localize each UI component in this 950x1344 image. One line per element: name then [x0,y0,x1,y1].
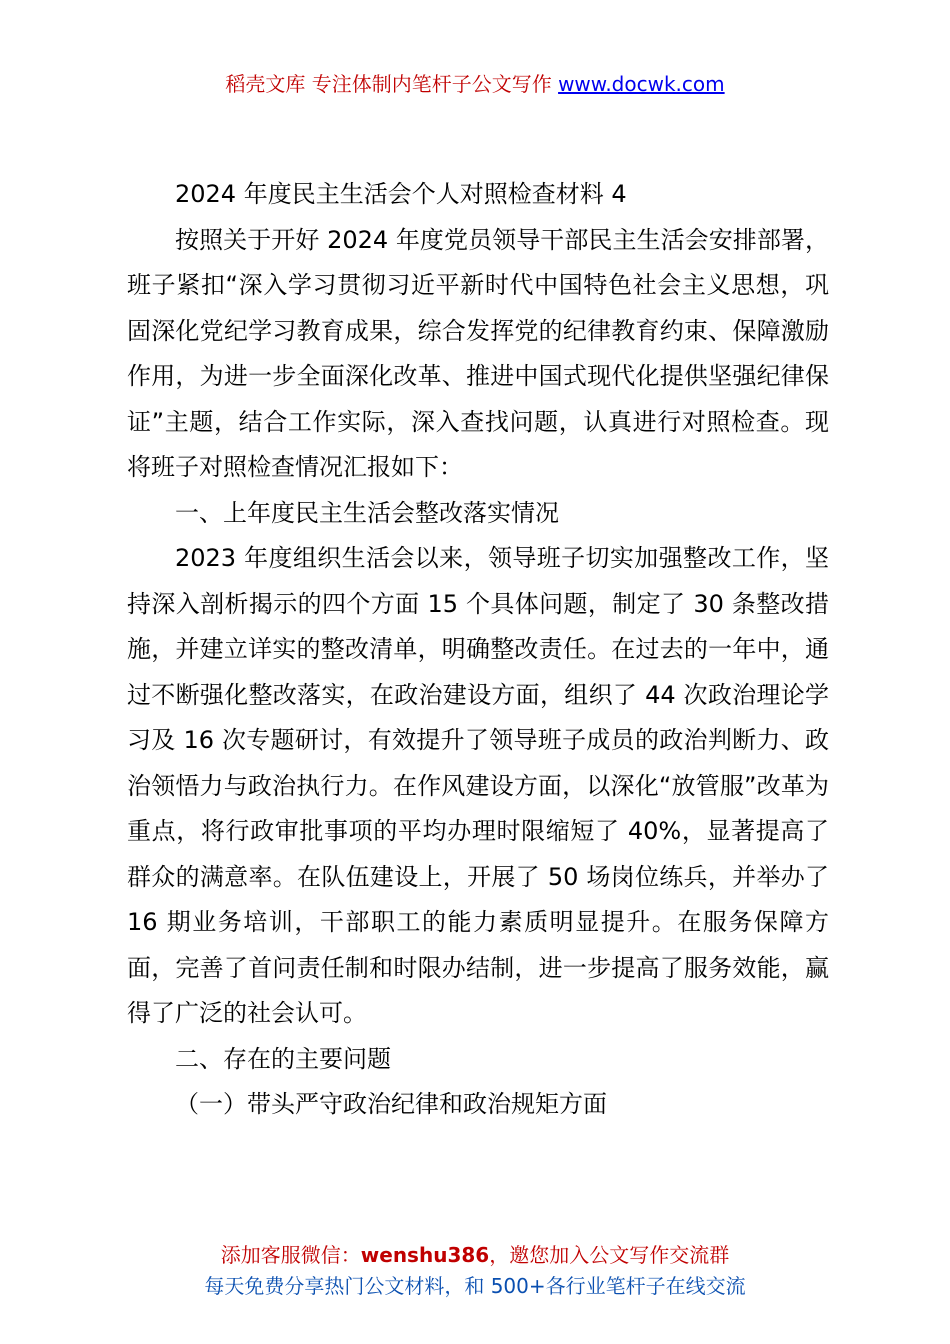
intro-paragraph: 按照关于开好 2024 年度党员领导干部民主生活会安排部署，班子紧扣“深入学习贯彻习近平新时代中国特色社会主义思想，巩固深化党纪学习教育成果，综合发挥党的纪律教育约束、保障激励作用，为进一步全面深化改革、推进中国式现代化提供坚强纪律保证”主题，结合工作实际，深入查找问题，认真进行对照检查。现将班子对照检查情况汇报如下： [127,225,829,481]
section-1-paragraph: 2023 年度组织生活会以来，领导班子切实加强整改工作，坚持深入剖析揭示的四个方面 15 个具体问题，制定了 30 条整改措施，并建立详实的整改清单，明确整改责任。在过去的一年中，通过不断强化整改落实，在政治建设方面，组织了 44 次政治理论学习及 16 次专题研讨，有效提升了领导班子成员的政治判断力、政治领悟力与政治执行力。在作风建设方面，以深化“放管服”改革为重点，将行政审批事项的平均办理时限缩短了 40%，显著提高了群众的满意率。在队伍建设上，开展了 50 场岗位练兵，并举办了 16 期业务培训，干部职工的能力素质明显提升。在服务保障方面，完善了首问责任制和时限办结制，进一步提高了服务效能，赢得了广泛的社会认可。 [127,544,829,1027]
document-title: 2024 年度民主生活会个人对照检查材料 4 [175,180,627,208]
subsection-1-heading: （一）带头严守政治纪律和政治规矩方面 [175,1090,607,1118]
footer-promo-line: 每天免费分享热门公文材料，和 500+各行业笔杆子在线交流 [204,1274,746,1298]
document-body [127,172,829,1128]
footer-suffix: ，邀您加入公文写作交流群 [489,1243,730,1267]
section-2-heading: 二、存在的主要问题 [175,1044,391,1073]
header-url-link[interactable]: www.docwk.com [558,72,725,96]
footer-contact-line [0,1241,950,1269]
section-1-heading: 一、上年度民主生活会整改落实情况 [175,498,559,527]
footer-wechat-id: wenshu386 [360,1243,490,1267]
header-brand: 稻壳文库 专注体制内笔杆子公文写作 [225,72,552,96]
page-header [0,70,950,98]
footer-prefix: 添加客服微信： [220,1243,361,1267]
